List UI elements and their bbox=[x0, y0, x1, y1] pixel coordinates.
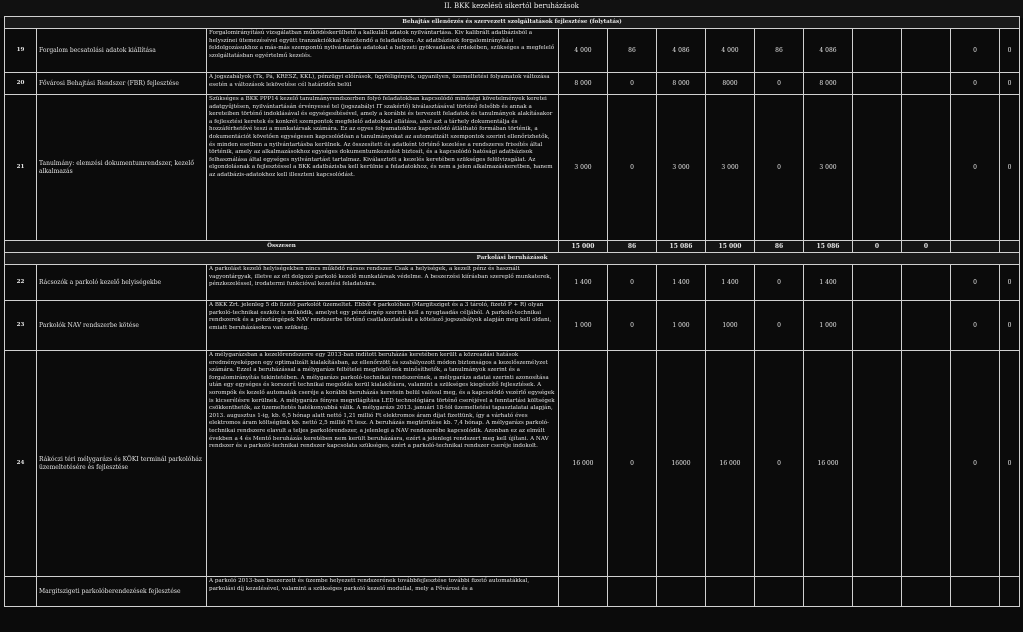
cell-value: 4 000 bbox=[706, 29, 755, 73]
section-row bbox=[5, 253, 1020, 265]
cell-value: 1 000 bbox=[657, 301, 706, 351]
row-description: Szükséges a BKK PPP14 kezelő tanulmányrendszerben folyó feladatokban kapcsolódó minőségi követelmények keretei adatgyűjtésen, nyilvántartásán érvényessé tel (jogszabályi IT szakértő) kiválasztásával történő felsőbb és annak a kereteiben történő indoklásával és egységesítésével, amely a korábbi és tervezett feladatok és tanulmányok alakításakor a fejlesztési keretek és konkrét szempontok megfelelő adatokkal ellátása, ahol azt a tárhely dokumentálja és hozzáférhetővé teszi a munkatársak számára. Ez az egyes folyamatokhoz kapcsolódó átlátható formában történik, a dokumentációt követően egységesen kapcsolódóan a tanulmányokat az automatizált szempontok szerint ellenőrizhetők, és minden esetben a nyilvántartásba kerülnek. Az összesített és adatként történő kezelése a rendszeres frissítés által történik, amely az alkalmazásokhoz egységes dokumentumkezelést biztosít, és a kapcsolódó hatósági adatbázisok felhasználása által egységes nyilvántartást tartalmaz. Kiválasztott a kezelés keretében szükséges felülvizsgálat. Az elgondolásnak a fejlesztéssel a BKK adatbázisba kell kerülnie a feladatokhoz, és nem a jelen alkalmazáskeretben, hanem az adatbázis-adatokhoz kell illeszteni kapcsolódást. bbox=[207, 95, 559, 241]
cell-value bbox=[804, 577, 853, 607]
cell-value: 0 bbox=[951, 95, 1000, 241]
row-description: A parkolást kezelő helyiségekben nincs működő rácsos rendszer. Csak a helyiségek, a kezelt pénz és használt vagyontárgyak, illetve az ott dolgozó parkoló kezelő munkatársak védelme. A beszerzési kiírásban szereplő munkaterek, pénzkezeléssel, irodatermi funkcióval kezelési feladatokra. bbox=[207, 265, 559, 301]
cell-value bbox=[853, 265, 902, 301]
cell-value: 8000 bbox=[706, 73, 755, 95]
table-row bbox=[5, 301, 1020, 351]
cell-value: 0 bbox=[1000, 73, 1020, 95]
table-row bbox=[5, 265, 1020, 301]
row-name: Rácsozók a parkoló kezelő helyiségekbe bbox=[37, 265, 207, 301]
cell-value: 0 bbox=[1000, 265, 1020, 301]
cell-value: 0 bbox=[608, 95, 657, 241]
cell-value: 0 bbox=[1000, 95, 1020, 241]
table-row bbox=[5, 95, 1020, 241]
cell-value: 0 bbox=[951, 351, 1000, 577]
subtotal-label: Összesen bbox=[5, 241, 559, 253]
subtotal-value: 0 bbox=[853, 241, 902, 253]
row-index: 24 bbox=[5, 351, 37, 577]
row-index: 20 bbox=[5, 73, 37, 95]
cell-value: 16 000 bbox=[804, 351, 853, 577]
cell-value: 16000 bbox=[657, 351, 706, 577]
row-name: Rákóczi téri mélygarázs és KÖKI terminál parkolóház üzemeltetésére és fejlesztése bbox=[37, 351, 207, 577]
investment-table bbox=[4, 16, 1020, 607]
section-label: Behajtás ellenőrzés és szervezett szolgáltatások fejlesztése (folytatás) bbox=[5, 17, 1020, 29]
cell-value bbox=[1000, 577, 1020, 607]
row-index bbox=[5, 577, 37, 607]
cell-value: 1 000 bbox=[804, 301, 853, 351]
cell-value: 0 bbox=[755, 73, 804, 95]
cell-value: 0 bbox=[1000, 29, 1020, 73]
subtotal-value: 86 bbox=[755, 241, 804, 253]
cell-value: 0 bbox=[1000, 351, 1020, 577]
cell-value: 8 000 bbox=[559, 73, 608, 95]
cell-value bbox=[951, 577, 1000, 607]
cell-value bbox=[853, 301, 902, 351]
cell-value: 0 bbox=[951, 301, 1000, 351]
row-index: 19 bbox=[5, 29, 37, 73]
cell-value: 1 400 bbox=[804, 265, 853, 301]
cell-value: 0 bbox=[755, 301, 804, 351]
cell-value: 0 bbox=[951, 265, 1000, 301]
cell-value bbox=[657, 577, 706, 607]
subtotal-value: 15 086 bbox=[657, 241, 706, 253]
row-name: Forgalom becsatolási adatok kiállítása bbox=[37, 29, 207, 73]
row-description: A jogszabályok (Tk, Pá, KRESZ, KKL), pénzügyi előírások, ügyféligények, ugyanilyen, üzemeltetési folyamatok változása esetén a változások lekövetése cél határidőn belül bbox=[207, 73, 559, 95]
section-row bbox=[5, 17, 1020, 29]
cell-value: 4 000 bbox=[559, 29, 608, 73]
empty-cell bbox=[1000, 241, 1020, 253]
table-row bbox=[5, 73, 1020, 95]
cell-value bbox=[755, 577, 804, 607]
cell-value bbox=[902, 351, 951, 577]
cell-value: 1 000 bbox=[559, 301, 608, 351]
subtotal-value: 15 000 bbox=[559, 241, 608, 253]
table-row bbox=[5, 29, 1020, 73]
cell-value: 86 bbox=[755, 29, 804, 73]
cell-value: 4 086 bbox=[804, 29, 853, 73]
cell-value: 3 000 bbox=[559, 95, 608, 241]
subtotal-value: 15 000 bbox=[706, 241, 755, 253]
row-index: 23 bbox=[5, 301, 37, 351]
cell-value bbox=[608, 577, 657, 607]
cell-value bbox=[853, 95, 902, 241]
subtotal-value: 86 bbox=[608, 241, 657, 253]
cell-value: 0 bbox=[755, 351, 804, 577]
table-row bbox=[5, 577, 1020, 607]
cell-value: 3 000 bbox=[706, 95, 755, 241]
row-name: Parkolók NAV rendszerbe kötése bbox=[37, 301, 207, 351]
cell-value: 0 bbox=[755, 95, 804, 241]
cell-value bbox=[853, 29, 902, 73]
row-name: Tanulmány: elemzési dokumentumrendszer, kezelő alkalmazás bbox=[37, 95, 207, 241]
cell-value: 3 000 bbox=[804, 95, 853, 241]
cell-value: 0 bbox=[755, 265, 804, 301]
cell-value: 4 086 bbox=[657, 29, 706, 73]
section-label: Parkolási beruházások bbox=[5, 253, 1020, 265]
cell-value bbox=[853, 73, 902, 95]
cell-value bbox=[853, 351, 902, 577]
cell-value: 1 400 bbox=[559, 265, 608, 301]
cell-value bbox=[902, 577, 951, 607]
cell-value bbox=[902, 73, 951, 95]
cell-value bbox=[559, 577, 608, 607]
row-description: Forgalomirányítású vizsgálatban működéskerülhető a kalkulált adatok nyilvántartása. Kiv kalibrált adatbázisból a helyszínei ütemezésével együtt tranzakciókkal készítendő a feladatokon. Az adatbázisok forgalomirányítási feldolgozásukhoz a más-más szempontú nyilvántartás adatokat a helyzeti gyökvadások érdekében, szükséges a megfelelő szolgáltatásban egyértelmű kezelés. bbox=[207, 29, 559, 73]
row-description: A BKK Zrt. jelenleg 5 db fizető parkolót üzemeltet. Ebből 4 parkolóban (Margitsziget és a 3 tároló, fizető P + R) olyan parkoló-technikai eszköz is működik, amelyet egy pénztárgép szerinti kell a nyugtaadás céljából. A parkoló-technikai rendszerek és a pénztárgépek NAV rendszerbe történő csatlakoztatását a kötelező jogszabályok alapján meg kell oldani, emiatt beruházásokra van szükség. bbox=[207, 301, 559, 351]
cell-value: 0 bbox=[608, 73, 657, 95]
cell-value: 0 bbox=[608, 301, 657, 351]
cell-value: 8 000 bbox=[657, 73, 706, 95]
cell-value bbox=[902, 301, 951, 351]
cell-value bbox=[902, 29, 951, 73]
cell-value: 0 bbox=[608, 265, 657, 301]
cell-value: 16 000 bbox=[706, 351, 755, 577]
subtotal-row bbox=[5, 241, 1020, 253]
cell-value bbox=[902, 265, 951, 301]
subtotal-value: 15 086 bbox=[804, 241, 853, 253]
row-index: 22 bbox=[5, 265, 37, 301]
cell-value: 0 bbox=[951, 29, 1000, 73]
table-row bbox=[5, 351, 1020, 577]
cell-value: 1 400 bbox=[706, 265, 755, 301]
empty-cell bbox=[951, 241, 1000, 253]
cell-value: 1 400 bbox=[657, 265, 706, 301]
cell-value: 16 000 bbox=[559, 351, 608, 577]
row-description: A mélygarázsban a kezelőrendszerre egy 2013-ban indított beruházás keretében került a közreadási hatások eredményeképpen egy optimalizált kialakításban, az ellenőrzött és szabályozott módon biztonságos a kezelőszemélyzet számára. Ezzel a beruházással a mélygarázs feltételei megfelelőnek minősíthetők, a tanulmányok szerint és a forgalomirányítás tekintetében. A mélygarázs parkoló-technikai rendszerének, a mélygarázs adatai szerinti azonosítása után egy egységes és korszerű technikai megoldás kerül kialakításra, valamint a szükséges kiegészítő fejlesztések. A sorompók és kezelő automaták cseréje a korábbi beruházás keretein belül valósul meg, és a kapcsolódó vezérlő egységek is kicserélésre kerülnek. A mélygarázs fényes megvilágítása LED technológiára történő cseréjével a fenntartási költségek csökkenthetők, az üzemeltetés hatékonyabbá válik. A mélygarázs 2013. januári 18-tól üzemeltetési tapasztalatai alapján, 2013. augusztus 1-ig, kb. 6,5 hónap alatt nettó 1,21 millió Ft elektromos áram díjat fizettünk, így a várható éves elektromos áram költségünk kb. nettó 2,5 millió Ft lesz. A beruházás megtérülése kb. 7,4 hónap. A mélygarázs parkoló-technikai rendszere elavult a teljes parkolórendszer, a jelenlegi a NAV rendszerébe kapcsolódik. Azonban ez az elmúlt években a 4 és Mentő beruházás keretében nem került beruházásra, ezért a jelenlegi rendszert meg kell újítani. A NAV rendszer és a parkoló-technikai rendszer kapcsolata szükséges, ezért a parkoló-technikai rendszer cseréje indokolt. bbox=[207, 351, 559, 577]
row-name: Fővárosi Behajtási Rendszer (FBR) fejlesztése bbox=[37, 73, 207, 95]
cell-value: 3 000 bbox=[657, 95, 706, 241]
row-name: Margitszigeti parkolóberendezések fejlesztése bbox=[37, 577, 207, 607]
subtotal-value: 0 bbox=[902, 241, 951, 253]
cell-value bbox=[902, 95, 951, 241]
document-title: II. BKK kezelésü sikertól beruházások bbox=[0, 0, 1023, 18]
cell-value bbox=[853, 577, 902, 607]
row-description: A parkoló 2013-ban beszerzett és üzembe helyezett rendszerének továbbfejlesztése további fizető automatákkal, parkolási díj kezelésével, valamint a szükséges parkoló kezelő modullal, mely a Fővárosi és a bbox=[207, 577, 559, 607]
cell-value: 0 bbox=[951, 73, 1000, 95]
row-index: 21 bbox=[5, 95, 37, 241]
cell-value bbox=[706, 577, 755, 607]
cell-value: 0 bbox=[1000, 301, 1020, 351]
cell-value: 86 bbox=[608, 29, 657, 73]
cell-value: 8 000 bbox=[804, 73, 853, 95]
cell-value: 1000 bbox=[706, 301, 755, 351]
cell-value: 0 bbox=[608, 351, 657, 577]
